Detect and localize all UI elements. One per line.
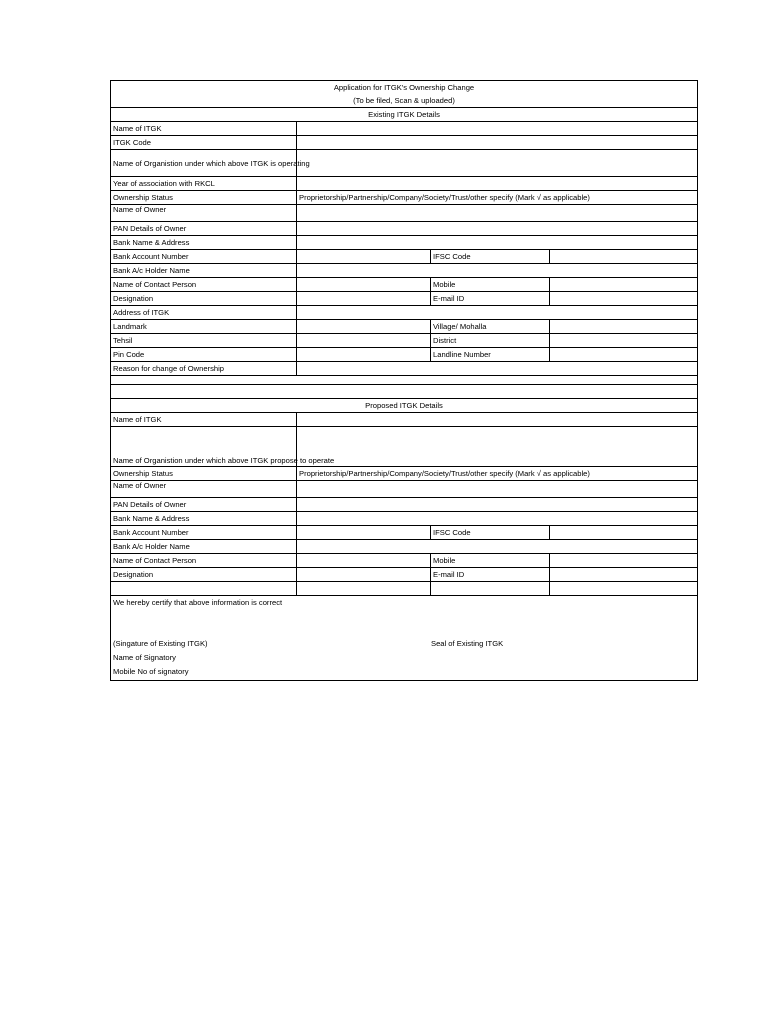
- proposed-mobile-field[interactable]: [550, 554, 698, 568]
- field-label: PAN Details of Owner: [111, 498, 297, 512]
- field-label: Bank A/c Holder Name: [111, 540, 297, 554]
- field-label: Bank A/c Holder Name: [111, 264, 297, 278]
- field-label: IFSC Code: [431, 250, 550, 264]
- existing-bank-account-row: [111, 250, 698, 264]
- blank-row: [111, 582, 698, 596]
- field-label: Name of Owner: [111, 481, 297, 498]
- proposed-org-name-field[interactable]: [297, 427, 698, 467]
- proposed-bank-name-field[interactable]: [297, 512, 698, 526]
- signature-row: [113, 639, 695, 650]
- proposed-email-field[interactable]: [550, 568, 698, 582]
- existing-tehsil-field[interactable]: [297, 334, 431, 348]
- field-label: Tehsil: [111, 334, 297, 348]
- field-label: Designation: [111, 568, 297, 582]
- seal-label: Seal of Existing ITGK: [431, 639, 504, 648]
- field-label: Bank Account Number: [111, 250, 297, 264]
- existing-bank-name-row: [111, 236, 698, 250]
- field-label: Mobile: [431, 278, 550, 292]
- field-label: Landline Number: [431, 348, 550, 362]
- proposed-name-owner-field[interactable]: [297, 481, 698, 498]
- field-label: Name of ITGK: [111, 413, 297, 427]
- field-label: Bank Name & Address: [111, 236, 297, 250]
- field-label: Reason for change of Ownership: [111, 362, 297, 376]
- existing-ownership-options[interactable]: Proprietorship/Partnership/Company/Society/Trust/other specify (Mark √ as applicable): [297, 191, 698, 205]
- proposed-holder-name-field[interactable]: [297, 540, 698, 554]
- field-label: Bank Account Number: [111, 526, 297, 540]
- existing-designation-field[interactable]: [297, 292, 431, 306]
- field-label: Pin Code: [111, 348, 297, 362]
- proposed-designation-row: [111, 568, 698, 582]
- existing-ownership-status-row: [111, 191, 698, 205]
- field-label: PAN Details of Owner: [111, 222, 297, 236]
- existing-name-owner-field[interactable]: [297, 205, 698, 222]
- form-subtitle: (To be filed, Scan & uploaded): [111, 94, 698, 108]
- proposed-bank-account-row: [111, 526, 698, 540]
- field-label: E-mail ID: [431, 292, 550, 306]
- proposed-pan-row: [111, 498, 698, 512]
- application-form: [110, 80, 697, 681]
- field-label: Name of Organistion under which above ITGK propose to operate: [111, 427, 297, 467]
- field-label: Ownership Status: [111, 191, 297, 205]
- signature-label: (Singature of Existing ITGK): [113, 639, 208, 648]
- existing-district-field[interactable]: [550, 334, 698, 348]
- proposed-org-name-row: [111, 427, 698, 467]
- field-label: District: [431, 334, 550, 348]
- existing-bank-account-field[interactable]: [297, 250, 431, 264]
- field-label: ITGK Code: [111, 136, 297, 150]
- signatory-mobile-label: Mobile No of signatory: [113, 667, 189, 676]
- existing-designation-row: [111, 292, 698, 306]
- field-label: IFSC Code: [431, 526, 550, 540]
- existing-section-header: Existing ITGK Details: [111, 108, 698, 122]
- proposed-holder-name-row: [111, 540, 698, 554]
- existing-tehsil-row: [111, 334, 698, 348]
- proposed-ownership-status-row: [111, 467, 698, 481]
- existing-pan-row: [111, 222, 698, 236]
- field-label: Name of Owner: [111, 205, 297, 222]
- existing-name-itgk-field[interactable]: [297, 122, 698, 136]
- spacer-row: [111, 385, 698, 399]
- field-label: Village/ Mohalla: [431, 320, 550, 334]
- existing-year-assoc-row: [111, 177, 698, 191]
- form-table: [110, 80, 698, 681]
- existing-village-field[interactable]: [550, 320, 698, 334]
- field-label: Designation: [111, 292, 297, 306]
- existing-pan-field[interactable]: [297, 222, 698, 236]
- certification-block: [111, 596, 698, 681]
- proposed-contact-person-field[interactable]: [297, 554, 431, 568]
- existing-pin-field[interactable]: [297, 348, 431, 362]
- proposed-pan-field[interactable]: [297, 498, 698, 512]
- existing-email-field[interactable]: [550, 292, 698, 306]
- existing-org-name-field[interactable]: [297, 150, 698, 177]
- field-label: Bank Name & Address: [111, 512, 297, 526]
- proposed-ownership-options[interactable]: Proprietorship/Partnership/Company/Society/Trust/other specify (Mark √ as applicable): [297, 467, 698, 481]
- proposed-designation-field[interactable]: [297, 568, 431, 582]
- field-label: Address of ITGK: [111, 306, 297, 320]
- blank-cell: [431, 582, 550, 596]
- proposed-name-owner-row: [111, 481, 698, 498]
- proposed-bank-account-field[interactable]: [297, 526, 431, 540]
- form-title: Application for ITGK's Ownership Change: [111, 81, 698, 95]
- existing-holder-name-row: [111, 264, 698, 278]
- proposed-ifsc-field[interactable]: [550, 526, 698, 540]
- field-label: Name of Contact Person: [111, 278, 297, 292]
- existing-contact-person-row: [111, 278, 698, 292]
- existing-name-owner-row: [111, 205, 698, 222]
- existing-itgk-code-row: [111, 136, 698, 150]
- existing-address-row: [111, 306, 698, 320]
- blank-cell: [111, 582, 297, 596]
- existing-bank-name-field[interactable]: [297, 236, 698, 250]
- proposed-bank-name-row: [111, 512, 698, 526]
- field-label: Name of Contact Person: [111, 554, 297, 568]
- proposed-name-itgk-row: [111, 413, 698, 427]
- certification-statement: We hereby certify that above information is correct: [113, 598, 283, 607]
- existing-org-name-row: [111, 150, 698, 177]
- existing-itgk-code-field[interactable]: [297, 136, 698, 150]
- field-label: E-mail ID: [431, 568, 550, 582]
- existing-address-field[interactable]: [297, 306, 698, 320]
- field-label: Mobile: [431, 554, 550, 568]
- existing-ifsc-field[interactable]: [550, 250, 698, 264]
- proposed-section-header: Proposed ITGK Details: [111, 399, 698, 413]
- existing-landmark-row: [111, 320, 698, 334]
- field-label: Landmark: [111, 320, 297, 334]
- field-label: Year of association with RKCL: [111, 177, 297, 191]
- blank-cell[interactable]: [550, 582, 698, 596]
- field-label: Ownership Status: [111, 467, 297, 481]
- existing-reason-row: [111, 362, 698, 376]
- existing-year-assoc-field[interactable]: [297, 177, 698, 191]
- proposed-contact-person-row: [111, 554, 698, 568]
- field-label: Name of Organistion under which above ITGK is operating: [111, 150, 297, 177]
- existing-landmark-field[interactable]: [297, 320, 431, 334]
- existing-holder-name-field[interactable]: [297, 264, 698, 278]
- existing-contact-person-field[interactable]: [297, 278, 431, 292]
- existing-name-itgk-row: [111, 122, 698, 136]
- field-label: Name of ITGK: [111, 122, 297, 136]
- existing-pin-row: [111, 348, 698, 362]
- blank-cell[interactable]: [297, 582, 431, 596]
- signatory-name-label: Name of Signatory: [113, 653, 176, 662]
- existing-landline-field[interactable]: [550, 348, 698, 362]
- existing-mobile-field[interactable]: [550, 278, 698, 292]
- proposed-name-itgk-field[interactable]: [297, 413, 698, 427]
- existing-reason-field[interactable]: [297, 362, 698, 376]
- spacer-row: [111, 376, 698, 385]
